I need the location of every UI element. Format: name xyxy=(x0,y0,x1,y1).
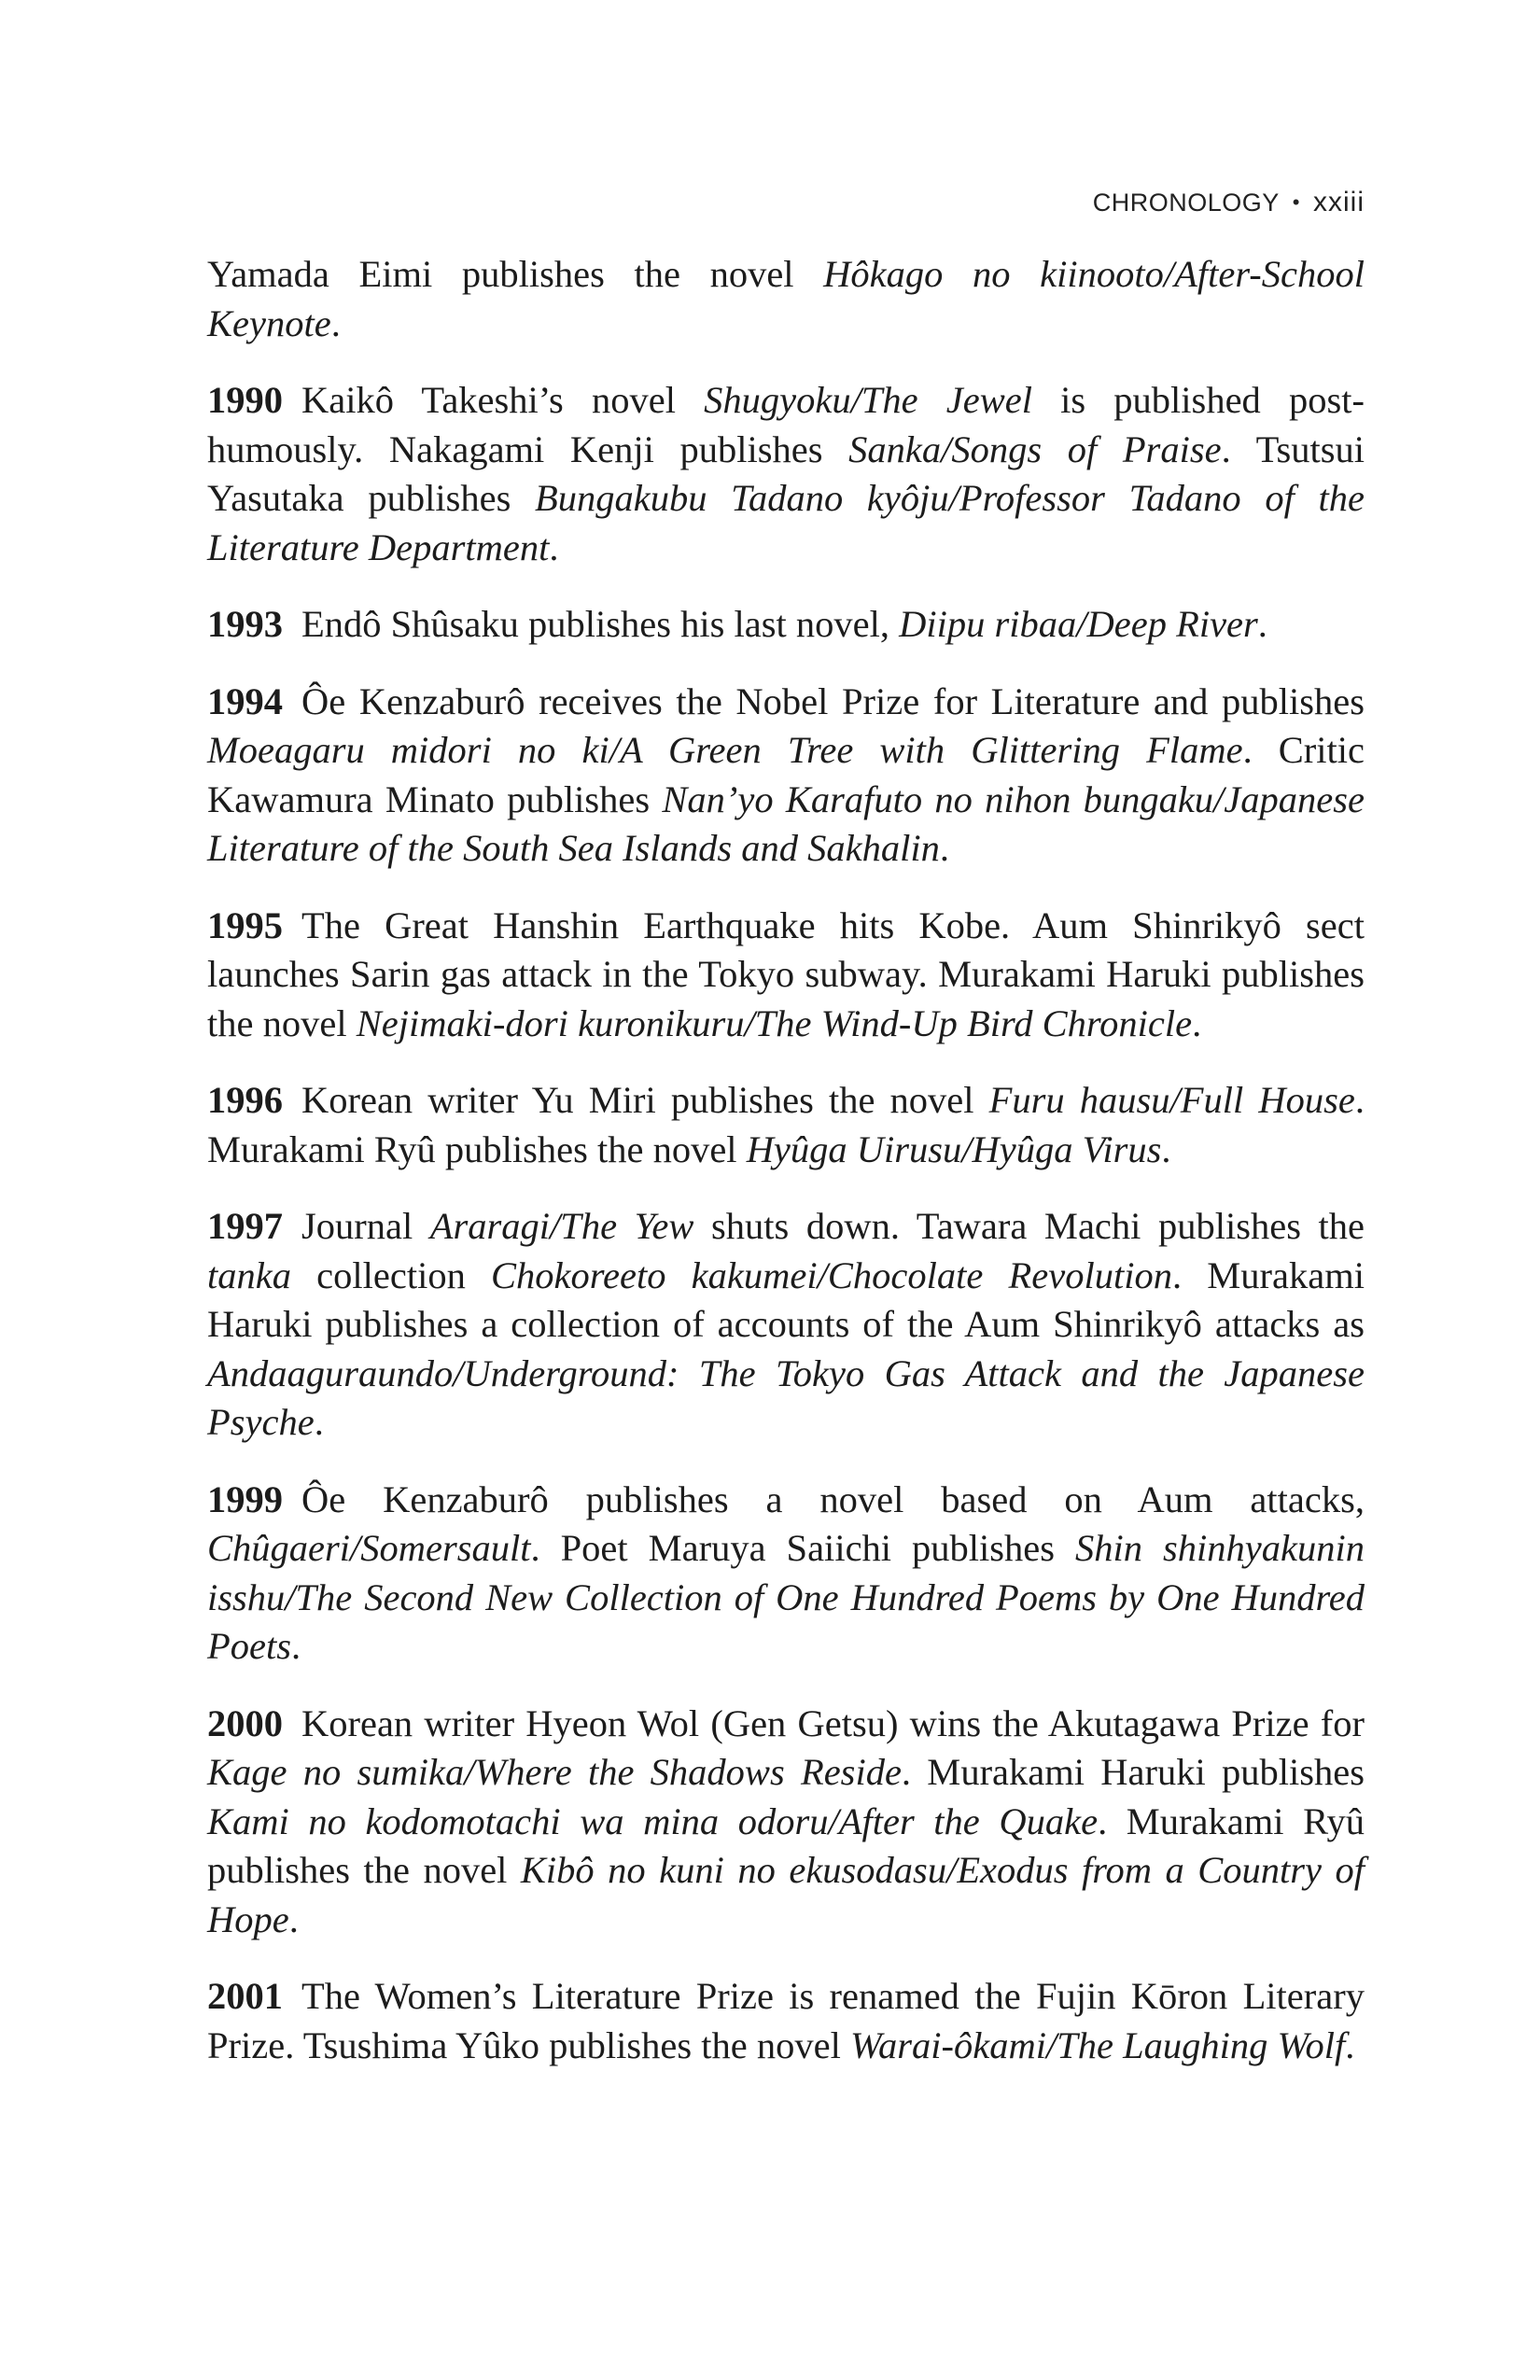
entry-title: Bungakubu Tadano kyôju/Professor Tadano of the Literature Department xyxy=(207,477,1365,568)
entry-year: 1993 xyxy=(207,603,283,645)
entry-text: shuts down. Tawara Machi publishes the xyxy=(693,1205,1365,1247)
entry-title: Andaaguraundo/Underground: The Tokyo Gas Attack and the Japanese Psyche xyxy=(207,1351,1365,1443)
entry-text: . xyxy=(1192,1001,1202,1044)
entry-text: . Murakami Haruki publishes a collection of accounts of the Aum Shinrikyô attacks as xyxy=(207,1253,1365,1345)
entry-text: Korean writer Hyeon Wol (Gen Getsu) wins the Akutagawa Prize for xyxy=(301,1701,1365,1744)
entry-title: Chûgaeri/Somersault xyxy=(207,1527,531,1569)
entry-text: Journal xyxy=(301,1205,430,1247)
entry-title: Warai-ôkami/The Laughing Wolf xyxy=(849,2023,1346,2066)
entry-text: . Tsutsui Yasutaka publishes xyxy=(207,427,1365,519)
entry-year: 1995 xyxy=(207,903,283,946)
chronology-entry xyxy=(207,902,1365,1049)
entry-text: is published posthumously. Nakagami Kenji publishes xyxy=(207,379,1365,470)
entry-text: . xyxy=(330,301,341,344)
entry-text: The Great Hanshin Earthquake hits Kobe. Aum Shinrikyô sect launches Sarin gas attack in the Tokyo subway. Murakami Haruki publishes the novel xyxy=(207,903,1365,1044)
running-head-bullet: • xyxy=(1292,190,1300,214)
chronology-entry xyxy=(207,600,1365,650)
entry-text: . Murakami Ryû publishes the novel xyxy=(207,1079,1365,1170)
chronology-entry xyxy=(207,1076,1365,1174)
entry-title: Sanka/Songs of Praise xyxy=(848,427,1222,470)
running-head-section: CHRONOLOGY xyxy=(1092,189,1280,217)
entry-text: . Murakami Haruki publishes xyxy=(901,1751,1365,1793)
entry-text: . xyxy=(290,1625,301,1667)
entry-title: Nan’yo Karafuto no nihon bungaku/Japanese Literature of the South Sea Islands and Sakhalin xyxy=(207,777,1365,869)
chronology-entry xyxy=(207,1972,1365,2070)
entry-title: Hôkago no kiinooto/After-School Keynote xyxy=(207,253,1365,344)
entry-title: Hyûga Uirusu/Hyûga Virus xyxy=(746,1127,1162,1170)
entry-text: Ôe Kenzaburô publishes a novel based on Aum attacks, xyxy=(301,1477,1365,1520)
chronology-entry xyxy=(207,376,1365,572)
entry-title: Furu hausu/Full House xyxy=(988,1079,1355,1121)
entry-title: Chokoreeto kakumei/Chocolate Revolution xyxy=(491,1253,1172,1296)
entry-year: 2001 xyxy=(207,1975,283,2017)
entry-year: 1990 xyxy=(207,379,283,421)
entry-text: . Critic Kawamura Minato publishes xyxy=(207,729,1365,820)
chronology-entry xyxy=(207,678,1365,874)
entry-title: Kibô no kuni no ekusodasu/Exodus from a Country of Hope xyxy=(207,1849,1365,1940)
entry-title: Moeagaru midori no ki/A Green Tree with Glittering Flame xyxy=(207,729,1243,771)
entry-text: . xyxy=(1345,2023,1355,2066)
entry-title: Nejimaki-dori kuronikuru/The Wind-Up Bird Chronicle xyxy=(356,1001,1193,1044)
entry-title: Araragi/The Yew xyxy=(429,1205,694,1247)
entry-year: 2000 xyxy=(207,1701,283,1744)
chronology-entry xyxy=(207,1700,1365,1945)
entry-text: . xyxy=(1161,1127,1171,1170)
entry-title: Kami no kodomotachi wa mina odoru/After the Quake xyxy=(207,1799,1099,1842)
entry-title: tanka xyxy=(207,1253,291,1296)
entry-title: Diipu ribaa/Deep River xyxy=(899,603,1258,645)
entry-text: Kaikô Takeshi’s novel xyxy=(301,379,705,421)
chronology-entry xyxy=(207,250,1365,348)
entry-text: Korean writer Yu Miri publishes the novel xyxy=(301,1079,989,1121)
entry-title: Shin shinhyakunin isshu/The Second New Collection of One Hundred Poems by One Hundred Poets xyxy=(207,1527,1365,1667)
entry-year: 1996 xyxy=(207,1079,283,1121)
entry-text: . xyxy=(314,1401,324,1443)
entry-text: . xyxy=(939,827,949,869)
chronology-entry xyxy=(207,1202,1365,1448)
chronology-list xyxy=(207,250,1365,2070)
running-head xyxy=(207,187,1365,218)
entry-text: collection xyxy=(290,1253,492,1296)
entry-year: 1997 xyxy=(207,1205,283,1247)
entry-text: . Murakami Ryû publishes the novel xyxy=(207,1799,1365,1891)
entry-title: Shugyoku/The Jewel xyxy=(704,379,1032,421)
book-page xyxy=(207,187,1365,2098)
entry-text: . Poet Maruya Saiichi publishes xyxy=(530,1527,1076,1569)
entry-text: Ôe Kenzaburô receives the Nobel Prize for Literature and publishes xyxy=(301,679,1365,722)
entry-year: 1994 xyxy=(207,679,283,722)
chronology-entry xyxy=(207,1476,1365,1672)
entry-title: Kage no sumika/Where the Shadows Reside xyxy=(207,1751,902,1793)
entry-text: Yamada Eimi publishes the novel xyxy=(207,253,824,295)
entry-year: 1999 xyxy=(207,1477,283,1520)
page-number: xxiii xyxy=(1313,187,1365,217)
entry-text: . xyxy=(549,525,559,568)
entry-text: Endô Shûsaku publishes his last novel, xyxy=(301,603,900,645)
entry-text: . xyxy=(1257,603,1267,645)
entry-text: . xyxy=(288,1897,299,1940)
entry-text: The Women’s Literature Prize is renamed the Fujin Kōron Literary Prize. Tsushima Yûko publishes the novel xyxy=(207,1975,1365,2066)
